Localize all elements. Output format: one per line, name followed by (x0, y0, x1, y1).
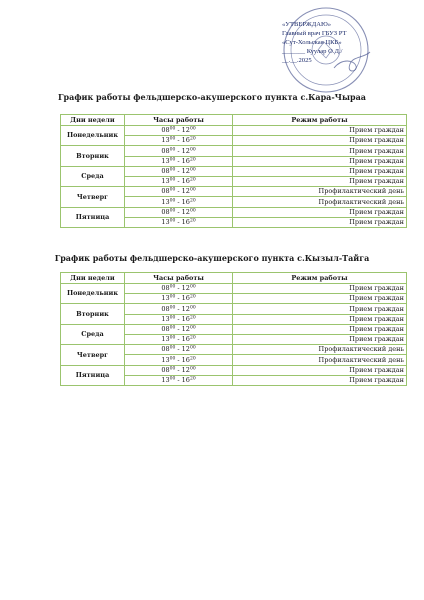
start-hour: 08 (161, 345, 170, 354)
hours-cell: $08^{00} - 12^{00}$ (125, 345, 233, 355)
header-mode: Режим работы (233, 115, 407, 126)
schedule-body (61, 284, 407, 386)
header-days: Дни недели (61, 115, 125, 126)
start-hour: 08 (161, 146, 170, 155)
end-minutes: 00 (189, 284, 196, 290)
hours-cell: $08^{00} - 12^{00}$ (125, 207, 233, 217)
table-row (61, 166, 407, 176)
end-hour: 12 (181, 187, 190, 196)
day-cell: Пятница (61, 207, 125, 227)
table-row (61, 126, 407, 136)
hours-cell: $08^{00} - 12^{00}$ (125, 365, 233, 375)
end-hour: 16 (181, 156, 190, 165)
schedule-body (61, 126, 407, 228)
start-minutes: 00 (169, 126, 176, 132)
mode-cell: Прием граждан (233, 284, 407, 294)
hours-cell: $13^{00} - 16^{20}$ (125, 197, 233, 207)
end-minutes: 20 (189, 376, 196, 382)
mode-cell: Прием граждан (233, 146, 407, 156)
hours-cell: $13^{00} - 16^{20}$ (125, 355, 233, 365)
end-minutes: 00 (189, 147, 196, 153)
hours-cell: $08^{00} - 12^{00}$ (125, 304, 233, 314)
mode-cell: Прием граждан (233, 217, 407, 227)
hours-cell: $08^{00} - 12^{00}$ (125, 187, 233, 197)
mode-cell: Прием граждан (233, 126, 407, 136)
end-hour: 16 (181, 136, 190, 145)
day-cell: Среда (61, 166, 125, 186)
table-row (61, 187, 407, 197)
start-minutes: 00 (169, 167, 176, 173)
start-minutes: 00 (169, 157, 176, 163)
table-row (61, 207, 407, 217)
end-minutes: 20 (189, 198, 196, 204)
schedule-table-kyzyl-taiga (60, 272, 407, 386)
start-minutes: 00 (169, 218, 176, 224)
mode-cell: Профилактический день (233, 355, 407, 365)
start-minutes: 00 (169, 345, 176, 351)
start-minutes: 00 (169, 294, 176, 300)
mode-cell: Прием граждан (233, 294, 407, 304)
start-hour: 13 (161, 314, 170, 323)
start-hour: 08 (161, 167, 170, 176)
mode-cell: Прием граждан (233, 176, 407, 186)
end-hour: 12 (181, 207, 190, 216)
schedule-table-kara-chyraa (60, 114, 407, 228)
table-row (61, 365, 407, 375)
hours-cell: $08^{00} - 12^{00}$ (125, 324, 233, 334)
end-hour: 16 (181, 294, 190, 303)
hours-cell: $08^{00} - 12^{00}$ (125, 284, 233, 294)
day-cell: Среда (61, 324, 125, 344)
hours-cell: $13^{00} - 16^{20}$ (125, 334, 233, 344)
approval-line: «УТВЕРЖДАЮ» (282, 21, 332, 28)
end-hour: 12 (181, 365, 190, 374)
mode-cell: Прием граждан (233, 314, 407, 324)
start-hour: 13 (161, 177, 170, 186)
end-minutes: 00 (189, 208, 196, 214)
end-minutes: 00 (189, 345, 196, 351)
end-minutes: 20 (189, 294, 196, 300)
hours-cell: $13^{00} - 16^{20}$ (125, 176, 233, 186)
end-minutes: 20 (189, 315, 196, 321)
end-minutes: 00 (189, 325, 196, 331)
header-days: Дни недели (61, 273, 125, 284)
mode-cell: Профилактический день (233, 197, 407, 207)
approval-block (282, 20, 392, 65)
header-hours: Часы работы (125, 273, 233, 284)
end-minutes: 20 (189, 356, 196, 362)
mode-cell: Прием граждан (233, 304, 407, 314)
hours-cell: $08^{00} - 12^{00}$ (125, 166, 233, 176)
day-cell: Четверг (61, 345, 125, 365)
end-minutes: 20 (189, 136, 196, 142)
day-cell: Четверг (61, 187, 125, 207)
mode-cell: Прием граждан (233, 136, 407, 146)
end-hour: 12 (181, 146, 190, 155)
end-hour: 16 (181, 197, 190, 206)
start-hour: 08 (161, 325, 170, 334)
hours-cell: $08^{00} - 12^{00}$ (125, 146, 233, 156)
hours-cell: $13^{00} - 16^{20}$ (125, 156, 233, 166)
start-hour: 08 (161, 304, 170, 313)
start-hour: 13 (161, 217, 170, 226)
end-hour: 12 (181, 284, 190, 293)
end-minutes: 00 (189, 126, 196, 132)
table-row (61, 304, 407, 314)
start-hour: 08 (161, 365, 170, 374)
schedule-title-kara-chyraa: График работы фельдшерско-акушерского пункта с.Кара-Чыраа (58, 92, 366, 102)
hours-cell: $13^{00} - 16^{20}$ (125, 375, 233, 385)
mode-cell: Прием граждан (233, 365, 407, 375)
end-hour: 16 (181, 375, 190, 384)
approval-line: _______ Куулар О.Д./ (282, 48, 343, 56)
start-minutes: 00 (169, 198, 176, 204)
start-hour: 08 (161, 284, 170, 293)
end-hour: 12 (181, 325, 190, 334)
start-hour: 13 (161, 375, 170, 384)
end-minutes: 20 (189, 177, 196, 183)
end-hour: 12 (181, 167, 190, 176)
start-minutes: 00 (169, 315, 176, 321)
start-minutes: 00 (169, 356, 176, 362)
end-hour: 16 (181, 217, 190, 226)
day-cell: Понедельник (61, 284, 125, 304)
end-minutes: 00 (189, 187, 196, 193)
start-hour: 13 (161, 294, 170, 303)
day-cell: Пятница (61, 365, 125, 385)
approval-line: Главный врач ГБУЗ РТ (282, 30, 347, 38)
start-minutes: 00 (169, 335, 176, 341)
table-row (61, 345, 407, 355)
end-minutes: 20 (189, 218, 196, 224)
end-hour: 16 (181, 177, 190, 186)
start-hour: 13 (161, 136, 170, 145)
header-mode: Режим работы (233, 273, 407, 284)
start-minutes: 00 (169, 325, 176, 331)
day-cell: Вторник (61, 304, 125, 324)
end-minutes: 00 (189, 167, 196, 173)
mode-cell: Прием граждан (233, 334, 407, 344)
end-minutes: 00 (189, 305, 196, 311)
end-hour: 16 (181, 314, 190, 323)
hours-cell: $08^{00} - 12^{00}$ (125, 126, 233, 136)
start-minutes: 00 (169, 208, 176, 214)
end-minutes: 20 (189, 157, 196, 163)
start-minutes: 00 (169, 136, 176, 142)
approval-line: __.__.2025 (282, 57, 312, 65)
start-minutes: 00 (169, 147, 176, 153)
mode-cell: Прием граждан (233, 375, 407, 385)
table-row (61, 284, 407, 294)
day-cell: Вторник (61, 146, 125, 166)
start-hour: 13 (161, 156, 170, 165)
mode-cell: Прием граждан (233, 324, 407, 334)
hours-cell: $13^{00} - 16^{20}$ (125, 314, 233, 324)
mode-cell: Прием граждан (233, 207, 407, 217)
approval-line: «Сут-Хольская ЦКБ» (282, 39, 342, 47)
hours-cell: $13^{00} - 16^{20}$ (125, 136, 233, 146)
end-hour: 16 (181, 335, 190, 344)
start-minutes: 00 (169, 187, 176, 193)
start-hour: 08 (161, 187, 170, 196)
hours-cell: $13^{00} - 16^{20}$ (125, 294, 233, 304)
start-hour: 13 (161, 335, 170, 344)
hours-cell: $13^{00} - 16^{20}$ (125, 217, 233, 227)
start-minutes: 00 (169, 305, 176, 311)
start-minutes: 00 (169, 177, 176, 183)
start-minutes: 00 (169, 284, 176, 290)
end-minutes: 20 (189, 335, 196, 341)
header-hours: Часы работы (125, 115, 233, 126)
day-cell: Понедельник (61, 126, 125, 146)
start-hour: 13 (161, 355, 170, 364)
mode-cell: Профилактический день (233, 187, 407, 197)
end-hour: 16 (181, 355, 190, 364)
end-hour: 12 (181, 345, 190, 354)
start-minutes: 00 (169, 366, 176, 372)
mode-cell: Профилактический день (233, 345, 407, 355)
start-hour: 08 (161, 207, 170, 216)
schedule-title-kyzyl-taiga: График работы фельдшерско-акушерского пункта с.Кызыл-Тайга (54, 253, 370, 263)
end-minutes: 00 (189, 366, 196, 372)
end-hour: 12 (181, 304, 190, 313)
mode-cell: Прием граждан (233, 166, 407, 176)
table-row (61, 146, 407, 156)
table-row (61, 324, 407, 334)
end-hour: 12 (181, 126, 190, 135)
start-hour: 08 (161, 126, 170, 135)
start-hour: 13 (161, 197, 170, 206)
mode-cell: Прием граждан (233, 156, 407, 166)
start-minutes: 00 (169, 376, 176, 382)
